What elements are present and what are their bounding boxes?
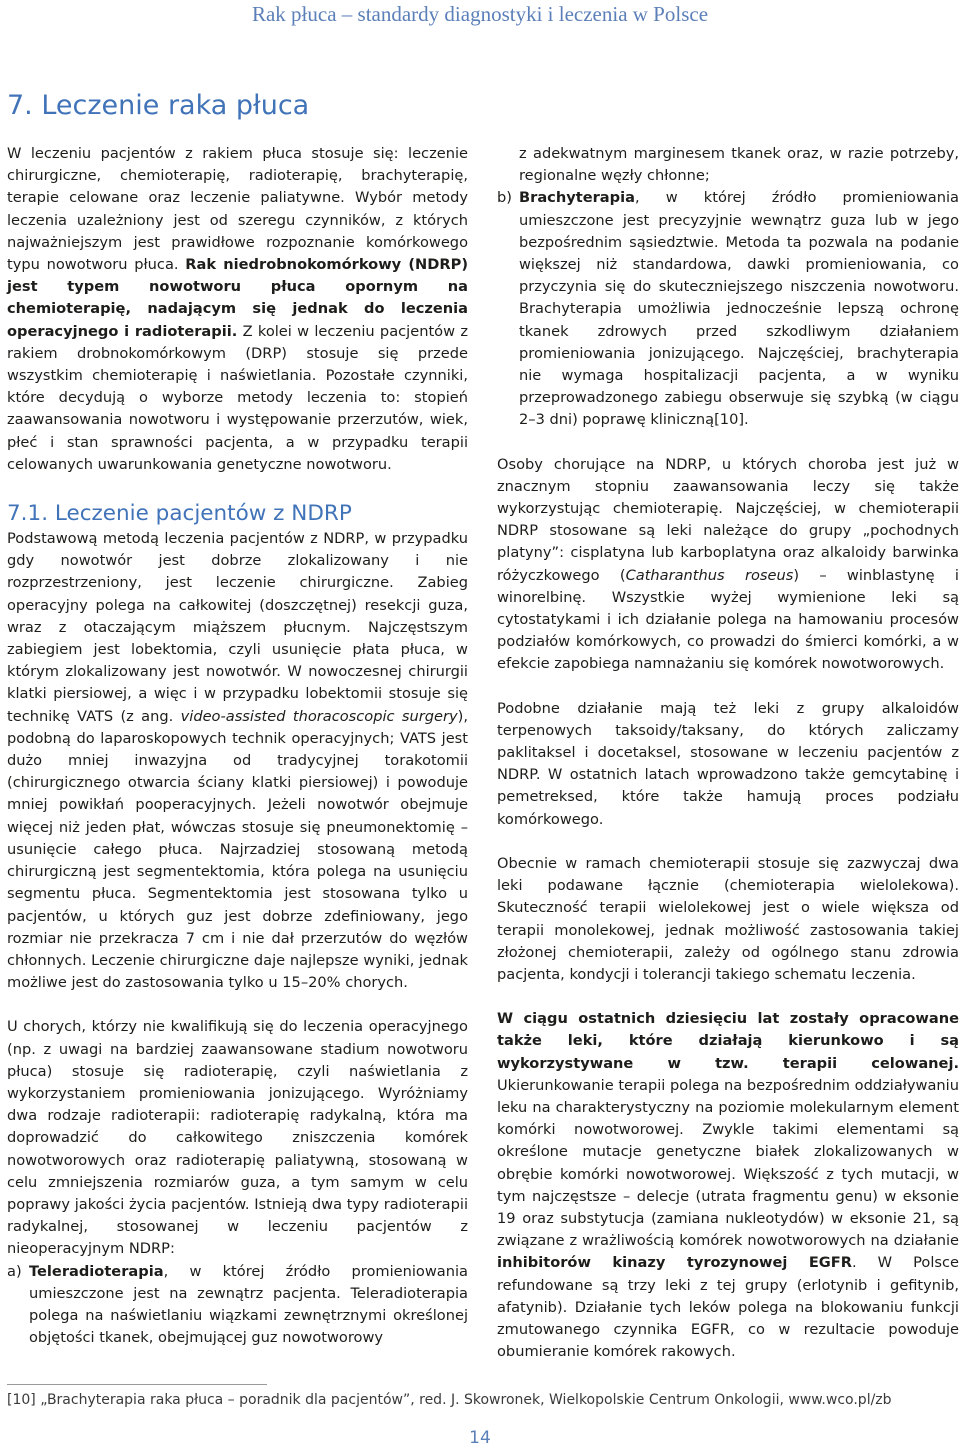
surgery-paragraph: Podstawową metodą leczenia pacjentów z NDRP, w przypadku gdy nowotwór jest dobrze zlokalizowany i nie rozprzestrzeniony, jest leczenie chirurgiczne. Zabieg operacyjny polega na całkowitej (doszczętnej) resekcji guza, wraz z otaczającym miąższem płucnym. Najczęstszym zabiegiem jest lobektomia, czyli usunięcie płata płuca, w którym zlokalizowany jest nowotwór. W nowoczesnej chirurgii klatki piersiowej, a więc i w przypadku lobektomii stosuje się technikę VATS (z ang. video-assisted thoracoscopic surgery), podobną do laparoskopowych technik operacyjnych; VATS jest dużo mniej inwazyjna od tradycyjnej torakotomii (chirurgicznego otwarcia ściany klatki piersiowej) i powoduje mniej powikłań pooperacyjnych. Jeżeli nowotwór obejmuje więcej niż jeden płat, wówczas stosuje się pneumonektomię – usunięcie całego płuca. Najrzadziej stosowaną metodą chirurgiczną jest segmentektomia, która polega na usunięciu segmentu płuca. Segmentektomia jest stosowana tylko u pacjentów, u których guz jest dobrze zdefiniowany, jego rozmiar nie przekracza 7 cm i nie dał przerzutów do węzłów chłonnych. Leczenie chirurgiczne daje najlepsze wyniki, jednak możliwe jest do zastosowania tylko u 15–20% chorych.	[7, 530, 468, 992]
chemotherapy-paragraph: Osoby chorujące na NDRP, u których choroba jest już w znacznym stopniu zaawansowania leczy się także wykorzystując chemioterapię. Najczęściej, w chemioterapii NDRP stosowane są leki należące do grupy „pochodnych platyny”: cisplatyna lub karboplatyna oraz alkaloidy barwinka różyczkowego (Catharanthus roseus) – winblastynę i winorelbinę. Wszystkie wyżej wymienione leki są cytostatykami i ich działanie polega na hamowaniu procesów podziałów komórkowych, co prowadzi do śmierci komórki, a w efekcie zapobiega namnażaniu się komórek nowotworowych.	[497, 455, 959, 673]
footnote-divider	[7, 1384, 267, 1385]
list-item-a: a) Teleradioterapia, w której źródło promieniowania umieszczone jest na zewnątrz pacjenta. Teleradioterapia polega na naświetlaniu wiązkami zewnętrznymi określonej objętości tkanek, obejmującej guz nowotworowy	[7, 1262, 468, 1347]
targeted-therapy-paragraph: W ciągu ostatnich dziesięciu lat zostały opracowane także leki, które działają kierunkowo i są wykorzystywane w tzw. terapii celowanej. Ukierunkowanie terapii polega na bezpośrednim oddziaływaniu leku na charakterystyczny na poziomie molekularnym element komórki nowotworowej. Zwykle takimi elementami są określone mutacje genetyczne białek zlokalizowanych w obrębie komórki nowotworowej. Większość z tych mutacji, w tym najczęstsze – delecje (utrata fragmentu genu) w eksonie 19 oraz substytucja (zamiana nukleotydów) w eksonie 21, są związane z wrażliwością komórek nowotworowych na działanie inhibitorów kinazy tyrozynowej EGFR. W Polsce refundowane są trzy leki z tej grupy (erlotynib i gefitynib, afatynib). Działanie tych leków polega na blokowaniu funkcji zmutowanego czynnika EGFR, co w rezultacie powoduje obumieranie komórek rakowych.	[497, 1010, 960, 1361]
intro-paragraph: W leczeniu pacjentów z rakiem płuca stosuje się: leczenie chirurgiczne, chemioterapię, radioterapię, brachyterapię, terapie celowane oraz leczenie paliatywne. Wybór metody leczenia uzależniony jest od szeregu czynników, z których najważniejszym jest prawidłowe rozpoznanie komórkowego typu nowotworu płuca. Rak niedrobnokomórkowy (NDRP) jest typem nowotworu płuca opornym na chemioterapię, nadającym się jednak do leczenia operacyjnego i radioterapii. Z kolei w leczeniu pacjentów z rakiem drobnokomórkowym (DRP) stosuje się przede wszystkim chemioterapię i naświetlania. Pozostałe czynniki, które decydują o wyborze metody leczenia to: stopień zaawansowania nowotworu i występowanie przerzutów, wiek, płeć i stan sprawności pacjenta, a w przypadku terapii celowanych uwarunkowania genetyczne nowotworu.	[7, 145, 468, 473]
page-number: 14	[469, 1428, 491, 1448]
running-header: Rak płuca – standardy diagnostyki i leczenia w Polsce	[251, 2, 709, 26]
list-item-a-continued: z adekwatnym marginesem tkanek oraz, w razie potrzeby, regionalne węzły chłonne;	[519, 145, 959, 185]
radiotherapy-paragraph: U chorych, którzy nie kwalifikują się do leczenia operacyjnego (np. z uwagi na bardziej zaawansowane stadium nowotworu płuca) stosuje się radioterapię, czyli naświetlania z wykorzystaniem promieniowania jonizującego. Wyróżniamy dwa rodzaje radioterapii: radioterapię radykalną, która ma doprowadzić do całkowitego zniszczenia komórek nowotworowych oraz radioterapię paliatywną, stosowaną w celu zmniejszenia rozmiarów guza, a tym samym w celu poprawy jakości życia pacjentów. Istnieją dwa typy radioterapii radykalnej, stosowanej w leczeniu pacjentów z nieoperacyjnym NDRP:	[7, 1018, 468, 1258]
list-item-b: b) Brachyterapia, w której źródło promieniowania umieszczone jest precyzyjnie wewnątrz guza lub w jego bezpośrednim sąsiedztwie. Metoda ta pozwala na podanie większej niż standardowa, dawki promieniowania, co przyczynia się do skuteczniejszego niszczenia nowotworu. Brachyterapia umożliwia jednocześnie lepszą ochronę tkanek zdrowych przed szkodliwym działaniem promieniowania jonizującego. Najczęściej, brachyterapia nie wymaga hospitalizacji pacjenta, a w wyniku przeprowadzonego zabiegu obserwuje się szybką (w ciągu 2–3 dni) poprawę kliniczną[10].	[497, 189, 959, 429]
chapter-title: 7. Leczenie raka płuca	[7, 90, 310, 121]
term-brachyterapia: Brachyterapia	[519, 189, 635, 207]
footnote: [10] „Brachyterapia raka płuca – poradnik dla pacjentów”, red. J. Skowronek, Wielkopolskie Centrum Onkologii, www.wco.pl/zb	[7, 1392, 892, 1408]
intro-bold-statement: Rak niedrobnokomórkowy (NDRP) jest typem nowotworu płuca opornym na chemioterapię, nadającym się jednak do leczenia operacyjnego i radioterapii.	[7, 256, 468, 340]
taxanes-paragraph: Podobne działanie mają też leki z grupy alkaloidów terpenowych taksoidy/taksany, do których zaliczamy paklitaksel i docetaksel, stosowane w leczeniu pacjentów z NDRP. W ostatnich latach wprowadzono także gemcytabinę i pemetreksed, które także hamują proces podziału komórkowego.	[497, 699, 959, 828]
right-column	[497, 143, 959, 1363]
term-teleradioterapia: Teleradioterapia	[29, 1262, 164, 1280]
combination-therapy-paragraph: Obecnie w ramach chemioterapii stosuje się zazwyczaj dwa leki podawane łącznie (chemioterapia wielolekowa). Skuteczność terapii wielolekowej jest o wiele większa od terapii monolekowej, jednak możliwość zastosowania takiej złożonej chemioterapii, zależy od ogólnego stanu zdrowia pacjenta, kondycji i tolerancji takiego schematu leczenia.	[497, 854, 959, 983]
left-column	[7, 143, 468, 1349]
section-title: 7.1. Leczenie pacjentów z NDRP	[7, 501, 352, 527]
